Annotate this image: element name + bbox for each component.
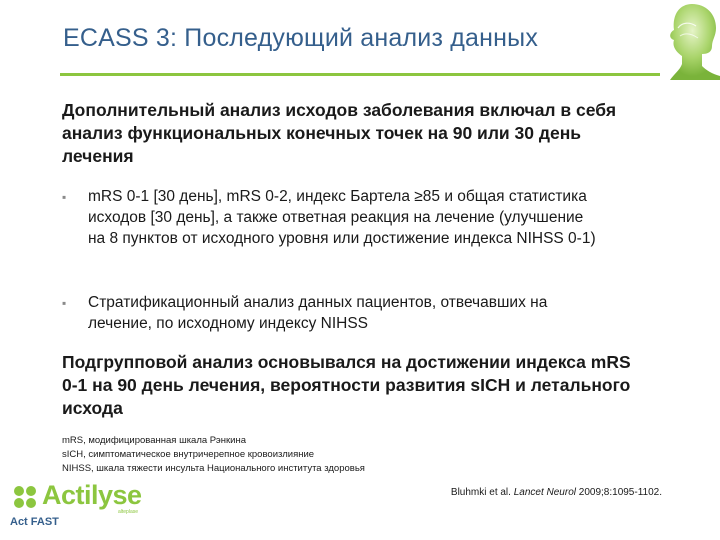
footnote-nihss: NIHSS, шкала тяжести инсульта Национального института здоровья — [62, 463, 365, 474]
bullet-item — [62, 292, 598, 334]
citation — [451, 487, 662, 498]
footnotes — [62, 434, 365, 476]
citation-authors: Bluhmki et al. — [450, 487, 514, 498]
footnote-sich: sICH, симптоматическое внутричерепное кровоизлияние — [62, 449, 315, 460]
head-profile-icon — [662, 0, 720, 80]
title-divider — [60, 73, 660, 76]
bullet-item — [62, 186, 598, 249]
molecule-logo-icon — [10, 482, 40, 512]
bullet-square-icon: ▪ — [62, 190, 67, 204]
bullet-square-icon: ▪ — [62, 296, 67, 310]
logo-tagline: Act FAST — [10, 516, 59, 528]
bullet-text: mRS 0-1 [30 день], mRS 0-2, индекс Бартела ≥85 и общая статистика исходов [30 день], а также ответная реакция на лечение (улучшение на 8 пунктов от исходного уровня или достижение индекса NIHSS 0-1) — [88, 188, 596, 247]
slide-title: ECASS 3: Последующий анализ данных — [63, 24, 539, 52]
intro-paragraph: Дополнительный анализ исходов заболевания включал в себя анализ функциональных конечных точек на 90 или 30 день лечения — [62, 100, 617, 166]
logo-wordmark: Actilyse — [42, 480, 142, 510]
actilyse-logo — [10, 482, 150, 532]
bullet-text: Стратификационный анализ данных пациентов, отвечавших на лечение, по исходному индексу NIHSS — [88, 294, 548, 332]
subgroup-paragraph: Подгрупповой анализ основывался на достижении индекса mRS 0-1 на 90 день лечения, вероятности развития sICH и летального исхода — [62, 352, 631, 418]
citation-journal: Lancet Neurol — [513, 487, 576, 498]
citation-details: 2009;8:1095-1102. — [575, 487, 662, 498]
footnote-mrs: mRS, модифицированная шкала Рэнкина — [62, 435, 247, 446]
logo-generic-name: alteplase — [118, 509, 139, 515]
